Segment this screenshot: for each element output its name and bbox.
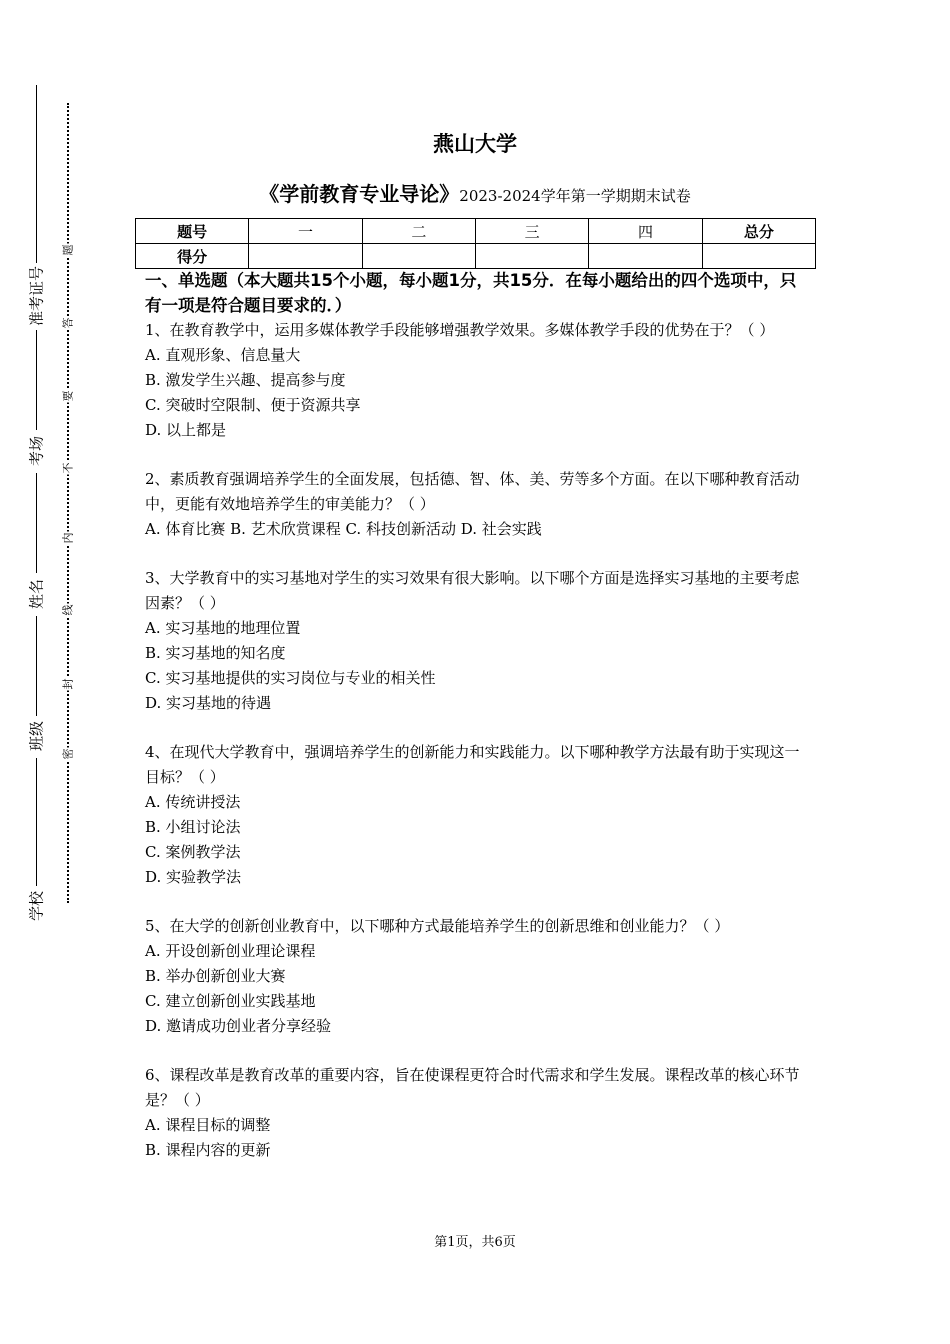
score-header-cell: 三 [475,219,588,244]
page-footer: 第1页，共6页 [434,1235,516,1250]
score-cell [589,244,702,269]
seal-char: 密 [61,748,75,760]
option-b: B. 小组讨论法 [145,818,241,836]
question-4 [145,740,810,890]
option-a: A. 课程目标的调整 [145,1116,271,1134]
question-stem: 4、在现代大学教育中，强调培养学生的创新能力和实践能力。以下哪种教学方法最有助于实现这一目标？（ ） [145,743,800,786]
class-label: 班级 [27,720,46,752]
option-b: B. 举办创新创业大赛 [145,967,286,985]
score-header-cell: 题号 [136,219,249,244]
underline [36,85,37,263]
question-5 [145,914,810,1039]
underline [36,616,37,716]
question-6 [145,1063,810,1163]
score-cell [249,244,362,269]
course-name: 《学前教育专业导论》 [259,182,460,206]
seal-char: 答 [61,317,75,329]
underline [36,473,37,573]
seal-char: 题 [61,244,75,256]
seal-dotted-line [67,103,69,903]
section-title: 一、单选题（本大题共15个小题，每小题1分，共15分．在每小题给出的四个选项中，只有一项是符合题目要求的．） [145,271,797,315]
seal-char: 封 [61,678,75,690]
option-b: B. 激发学生兴趣、提高参与度 [145,371,346,389]
option-d: D. 实习基地的待遇 [145,694,272,712]
score-row-label: 得分 [136,244,249,269]
option-a: A. 实习基地的地理位置 [145,619,301,637]
question-stem: 6、课程改革是教育改革的重要内容，旨在使课程更符合时代需求和学生发展。课程改革的核心环节是？（ ） [145,1066,800,1109]
underline [36,330,37,430]
option-d: D. 实验教学法 [145,868,242,886]
score-table [135,218,816,269]
exam-title [0,178,950,207]
option-a: A. 直观形象、信息量大 [145,346,301,364]
question-stem: 5、在大学的创新创业教育中，以下哪种方式最能培养学生的创新思维和创业能力？（ ） [145,917,730,935]
option-c: C. 案例教学法 [145,843,241,861]
option-b: B. 课程内容的更新 [145,1141,271,1159]
option-d: D. 邀请成功创业者分享经验 [145,1017,332,1035]
option-c: C. 突破时空限制、便于资源共享 [145,396,361,414]
question-2 [145,467,810,542]
question-1 [145,318,810,443]
score-header-cell: 二 [362,219,475,244]
option-b: B. 实习基地的知名度 [145,644,286,662]
school-name: 燕山大学 [433,132,517,156]
seal-char: 内 [61,532,75,544]
score-cell [362,244,475,269]
option-a: A. 开设创新创业理论课程 [145,942,316,960]
score-row [136,244,816,269]
option-c: C. 建立创新创业实践基地 [145,992,316,1010]
seal-char: 线 [61,604,75,616]
score-cell [702,244,815,269]
exam-term: 2023-2024学年第一学期期末试卷 [459,187,691,205]
seal-char: 不 [61,462,75,474]
seal-char: 要 [61,390,75,402]
exam-content [145,268,810,1163]
score-header-cell: 四 [589,219,702,244]
score-header-row [136,219,816,244]
question-stem: 1、在教育教学中，运用多媒体教学手段能够增强教学效果。多媒体教学手段的优势在于？（ ） [145,321,775,339]
exam-number-label: 准考证号 [27,265,46,327]
exam-room-label: 考场 [27,435,46,467]
options-inline: A. 体育比赛 B. 艺术欣赏课程 C. 科技创新活动 D. 社会实践 [145,520,542,538]
underline [36,758,37,886]
option-a: A. 传统讲授法 [145,793,241,811]
option-c: C. 实习基地提供的实习岗位与专业的相关性 [145,669,436,687]
question-stem: 3、大学教育中的实习基地对学生的实习效果有很大影响。以下哪个方面是选择实习基地的主要考虑因素？（ ） [145,569,800,612]
school-label: 学校 [27,890,46,922]
question-3 [145,566,810,716]
score-cell [475,244,588,269]
score-header-cell: 一 [249,219,362,244]
question-stem: 2、素质教育强调培养学生的全面发展，包括德、智、体、美、劳等多个方面。在以下哪种教育活动中，更能有效地培养学生的审美能力？（ ） [145,470,800,513]
name-label: 姓名 [27,578,46,610]
option-d: D. 以上都是 [145,421,227,439]
score-header-cell: 总分 [702,219,815,244]
